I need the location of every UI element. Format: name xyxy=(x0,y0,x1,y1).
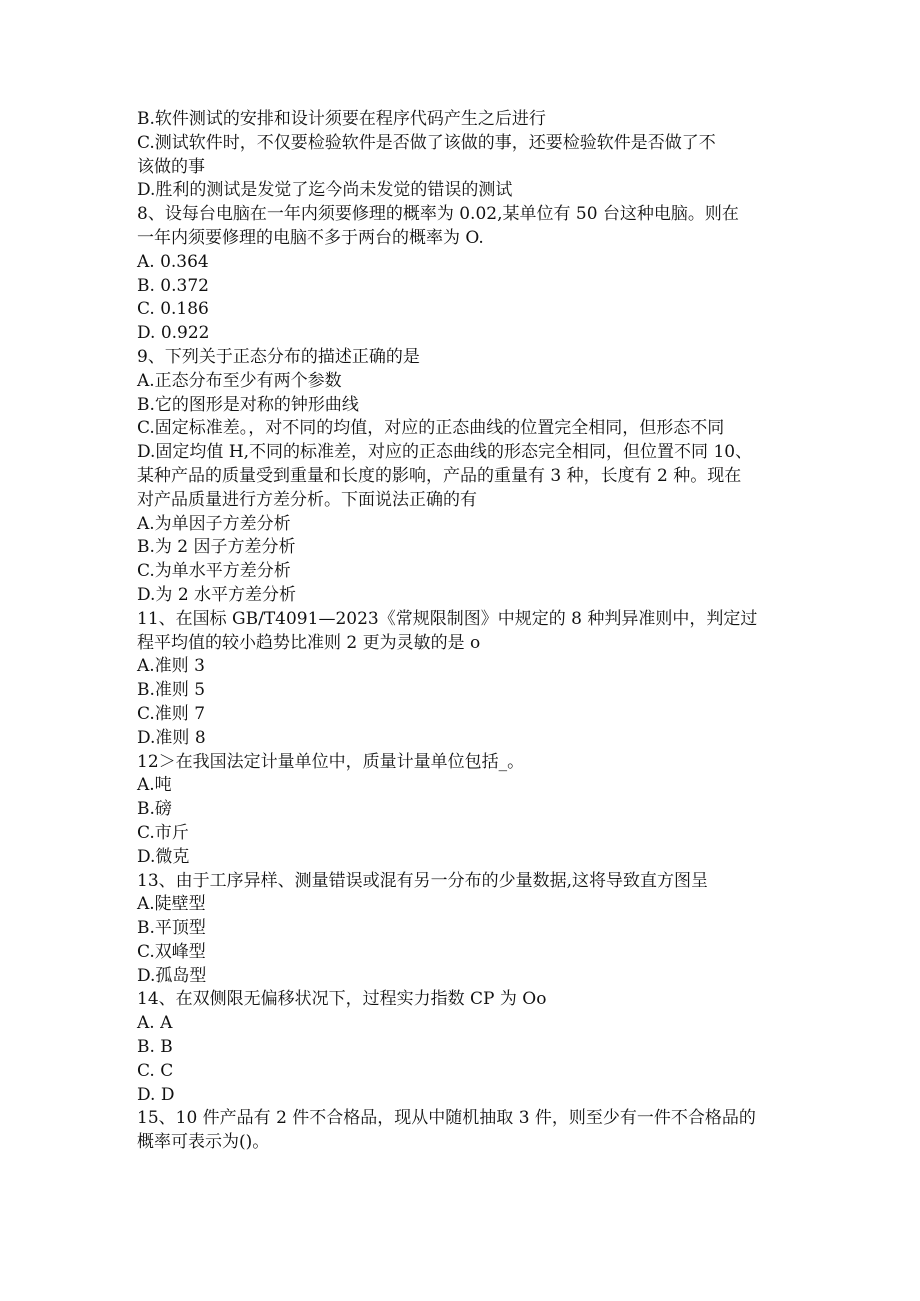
option-line: D.为 2 水平方差分析 xyxy=(137,584,297,605)
option-line: D. 0.922 xyxy=(137,323,210,344)
text-line: 该做的事 xyxy=(137,156,205,177)
option-line: A. 0.364 xyxy=(137,251,209,272)
text-line: B.软件测试的安排和设计须要在程序代码产生之后进行 xyxy=(137,109,546,129)
question-15-stem: 15、10 件产品有 2 件不合格品，现从中随机抽取 3 件，则至少有一件不合格品的 xyxy=(137,1108,756,1129)
option-line: A.正态分布至少有两个参数 xyxy=(137,370,342,391)
option-line: C.固定标准差。，对不同的均值，对应的正态曲线的位置完全相同，但形态不同 xyxy=(137,418,725,439)
option-line: B. B xyxy=(137,1037,173,1058)
option-line: A.为单因子方差分析 xyxy=(137,513,291,534)
question-11-stem: 11、在国标 GB/T4091—2023《常规限制图》中规定的 8 种判异准则中，判定过 xyxy=(137,608,758,629)
option-line: D. D xyxy=(137,1084,175,1105)
option-line: C. C xyxy=(137,1060,174,1081)
option-line: A. A xyxy=(137,1013,173,1034)
question-14-stem: 14、在双侧限无偏移状况下，过程实力指数 CP 为 Oo xyxy=(137,989,547,1010)
option-line: C.市斤 xyxy=(137,822,189,843)
question-8-stem: 8、设每台电脑在一年内须要修理的概率为 0.02,某单位有 50 台这种电脑。则在 xyxy=(137,204,739,225)
text-line: C.测试软件时，不仅要检验软件是否做了该做的事，还要检验软件是否做了不 xyxy=(137,132,716,153)
text-line: D.胜利的测试是发觉了迄今尚未发觉的错误的测试 xyxy=(137,180,513,201)
option-line: C.为单水平方差分析 xyxy=(137,561,291,582)
option-line: D.孤岛型 xyxy=(137,965,207,986)
option-line: B.准则 5 xyxy=(137,680,206,701)
option-line: B.磅 xyxy=(137,799,172,820)
question-13-stem: 13、由于工序异样、测量错误或混有另一分布的少量数据,这将导致直方图呈 xyxy=(137,870,709,891)
question-11-stem: 程平均值的较小趋势比准则 2 更为灵敏的是 o xyxy=(137,632,481,653)
option-line: B.它的图形是对称的钟形曲线 xyxy=(137,394,359,415)
option-line: A.吨 xyxy=(137,775,172,796)
question-8-stem: 一年内须要修理的电脑不多于两台的概率为 O. xyxy=(137,227,484,248)
question-15-stem: 概率可表示为()。 xyxy=(137,1132,270,1153)
option-line: C. 0.186 xyxy=(137,299,209,320)
option-line: B. 0.372 xyxy=(137,275,209,296)
option-line: C.准则 7 xyxy=(137,703,206,724)
option-line: D.固定均值 H,不同的标准差，对应的正态曲线的形态完全相同，但位置不同 10、 xyxy=(137,442,753,463)
question-12-stem: 12＞在我国法定计量单位中，质量计量单位包括_。 xyxy=(137,751,525,772)
option-line: C.双峰型 xyxy=(137,941,206,962)
option-line: B.平顶型 xyxy=(137,918,206,939)
option-line: A.陡壁型 xyxy=(137,894,206,915)
option-line: B.为 2 因子方差分析 xyxy=(137,537,296,558)
question-9-stem: 9、下列关于正态分布的描述正确的是 xyxy=(137,346,420,367)
document-body xyxy=(137,108,797,1155)
option-line: A.准则 3 xyxy=(137,656,205,677)
question-10-stem: 某种产品的质量受到重量和长度的影响，产品的重量有 3 种，长度有 2 种。现在 xyxy=(137,465,742,486)
question-10-stem: 对产品质量进行方差分析。下面说法正确的有 xyxy=(137,489,477,510)
option-line: D.微克 xyxy=(137,846,190,867)
option-line: D.准则 8 xyxy=(137,727,206,748)
